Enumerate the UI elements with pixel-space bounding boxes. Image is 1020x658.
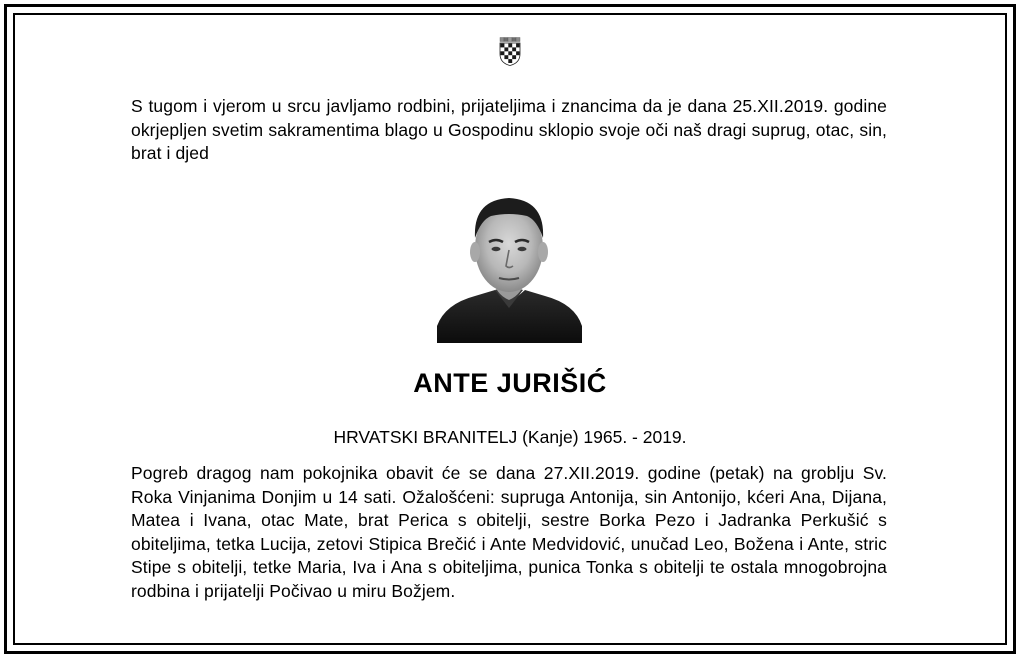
intro-paragraph: S tugom i vjerom u srcu javljamo rodbini, prijateljima i znancima da je dana 25.XII.2019. godine okrjepljen svetim sakramentima blago u Gospodinu sklopio svoje oči naš dragi suprug, otac, sin, brat i djed: [131, 96, 887, 163]
funeral-details-paragraph: Pogreb dragog nam pokojnika obavit će se dana 27.XII.2019. godine (petak) na groblju Sv. Roka Vinjanima Donjim u 14 sati. Ožalošćeni: supruga Antonija, sin Antonijo, kćeri Ana, Dijana, Matea i Ivana, otac Mate, brat Perica s obitelji, sestre Borka Pezo i Jadranka Perkušić s obiteljima, tetka Lucija, zetovi Stipica Brečić i Ante Medvidović, unučad Leo, Božena i Ante, stric Stipe s obitelji, tetke Maria, Iva i Ana s obiteljima, punica Tonka s obitelji te ostala mnogobrojna rodbina i prijatelji Počivao u miru Božjem.: [131, 463, 887, 601]
deceased-name: ANTE JURIŠIĆ: [413, 368, 607, 398]
deceased-subtitle: HRVATSKI BRANITELJ (Kanje) 1965. - 2019.: [333, 427, 687, 447]
portrait-photo: [437, 186, 582, 343]
coat-of-arms-icon: [499, 37, 521, 66]
